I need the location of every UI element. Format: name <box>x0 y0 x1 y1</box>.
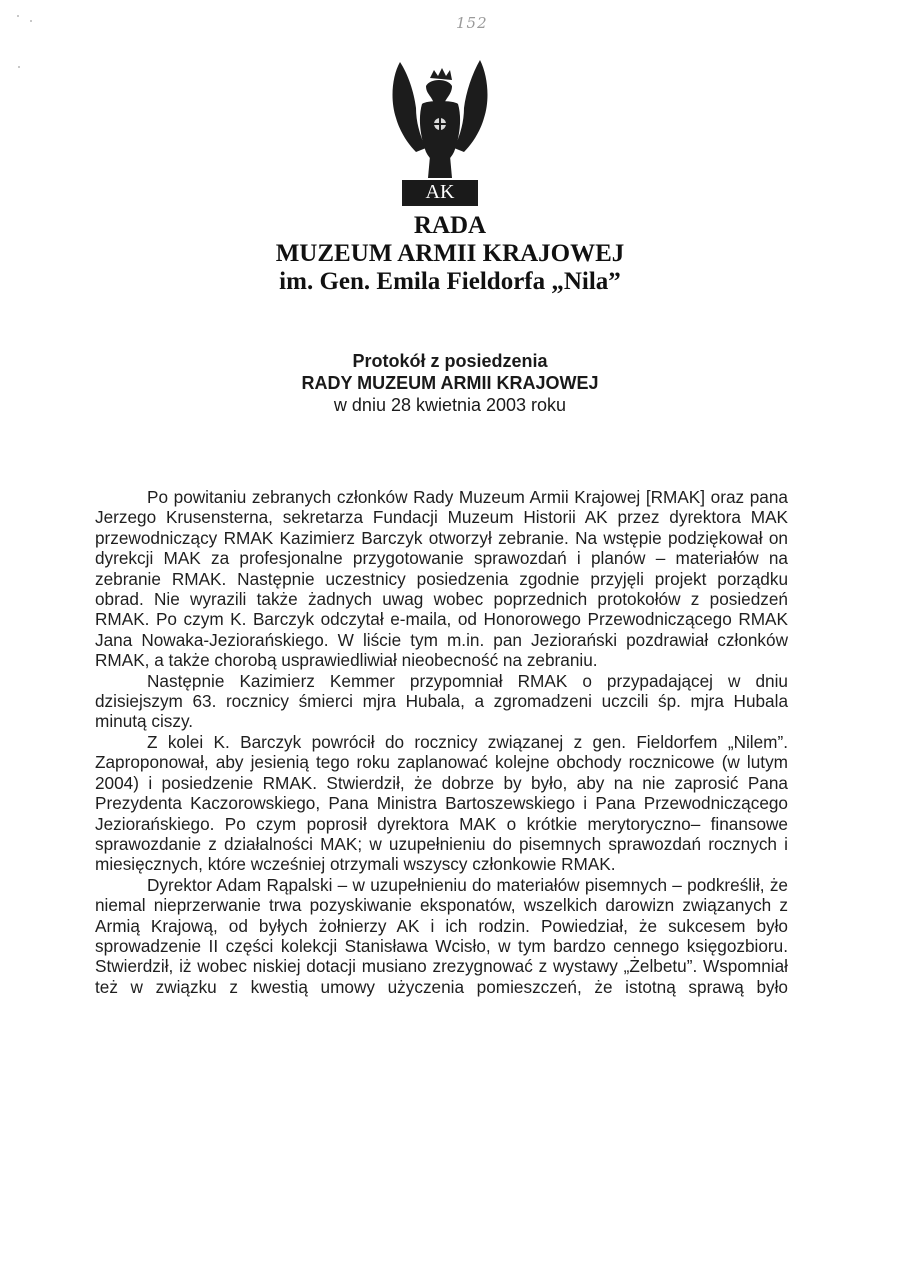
protocol-subtitle: RADY MUZEUM ARMII KRAJOWEJ <box>301 373 599 393</box>
handwritten-page-number: 152 <box>456 14 488 32</box>
emblem-ak-label: AK <box>405 180 475 204</box>
protocol-body <box>95 487 788 997</box>
protocol-title: Protokół z posiedzenia <box>352 351 548 371</box>
body-paragraph-1: Po powitaniu zebranych członków Rady Muzeum Armii Krajowej [RMAK] oraz pana Jerzego Krusensterna, sekretarza Fundacji Muzeum Historii AK przez dyrektora MAK przewodniczący RMAK Kazimierz Barczyk otworzył zebranie. Na wstępie podziękował on dyrekcji MAK za profesjonalne przygotowanie sprawozdań i planów – materiałów na zebranie RMAK. Następnie uczestnicy posiedzenia zgodnie przyjęli projekt porządku obrad. Nie wyrazili także żadnych uwag wobec poprzednich protokołów z posiedzeń RMAK. Po czym K. Barczyk odczytał e-maila, od Honorowego Przewodniczącego RMAK Jana Nowaka-Jeziorańskiego. W liście tym m.in. pan Jeziorański pozdrawiał członków RMAK, a także chorobą usprawiedliwiał nieobecność na zebraniu. <box>95 487 788 671</box>
scan-speck <box>18 66 20 68</box>
scan-speck <box>17 15 19 17</box>
body-paragraph-2: Następnie Kazimierz Kemmer przypomniał RMAK o przypadającej w dniu dzisiejszym 63. rocznicy śmierci mjra Hubala, a zgromadzeni uczcili śp. mjra Hubala minutą ciszy. <box>95 670 788 732</box>
org-header-line2: MUZEUM ARMII KRAJOWEJ <box>275 240 625 267</box>
body-paragraph-4: Dyrektor Adam Rąpalski – w uzupełnieniu do materiałów pisemnych – podkreślił, że niemal nieprzerwanie trwa pozyskiwanie eksponatów, wszelkich darowizn związanych z Armią Krajową, od byłych żołnierzy AK i ich rodzin. Powiedział, że sukcesem było sprowadzenie II części kolekcji Stanisława Wcisło, w tym bardzo cennego księgozbioru. Stwierdził, iż wobec niskiej dotacji musiano zrezygnować z wystawy „Żelbetu”. Wspomniał też w związku z kwestią umowy użyczenia pomieszczeń, że istotną sprawą było <box>95 874 788 997</box>
scan-speck <box>30 20 32 22</box>
org-header-line3: im. Gen. Emila Fieldorfa „Nila” <box>279 268 621 295</box>
protocol-header <box>0 350 900 416</box>
protocol-date: w dniu 28 kwietnia 2003 roku <box>333 395 567 415</box>
body-paragraph-3: Z kolei K. Barczyk powrócił do rocznicy związanej z gen. Fieldorfem „Nilem”. Zaproponował, aby jesienią tego roku zaplanować kolejne obchody rocznicowe (w lutym 2004) i posiedzenie RMAK. Stwierdził, że dobrze by było, aby na nie zaprosić Pana Prezydenta Kaczorowskiego, Pana Ministra Bartoszewskiego i Pana Przewodniczącego Jeziorańskiego. Po czym poprosił dyrektora MAK o krótkie merytoryczno– finansowe sprawozdanie z działalności MAK; w uzupełnieniu do pisemnych sprawozdań rocznych i miesięcznych, które wcześniej otrzymali wszyscy członkowie RMAK. <box>95 731 788 875</box>
organization-header <box>0 212 900 296</box>
org-header-line1: RADA <box>413 212 487 239</box>
